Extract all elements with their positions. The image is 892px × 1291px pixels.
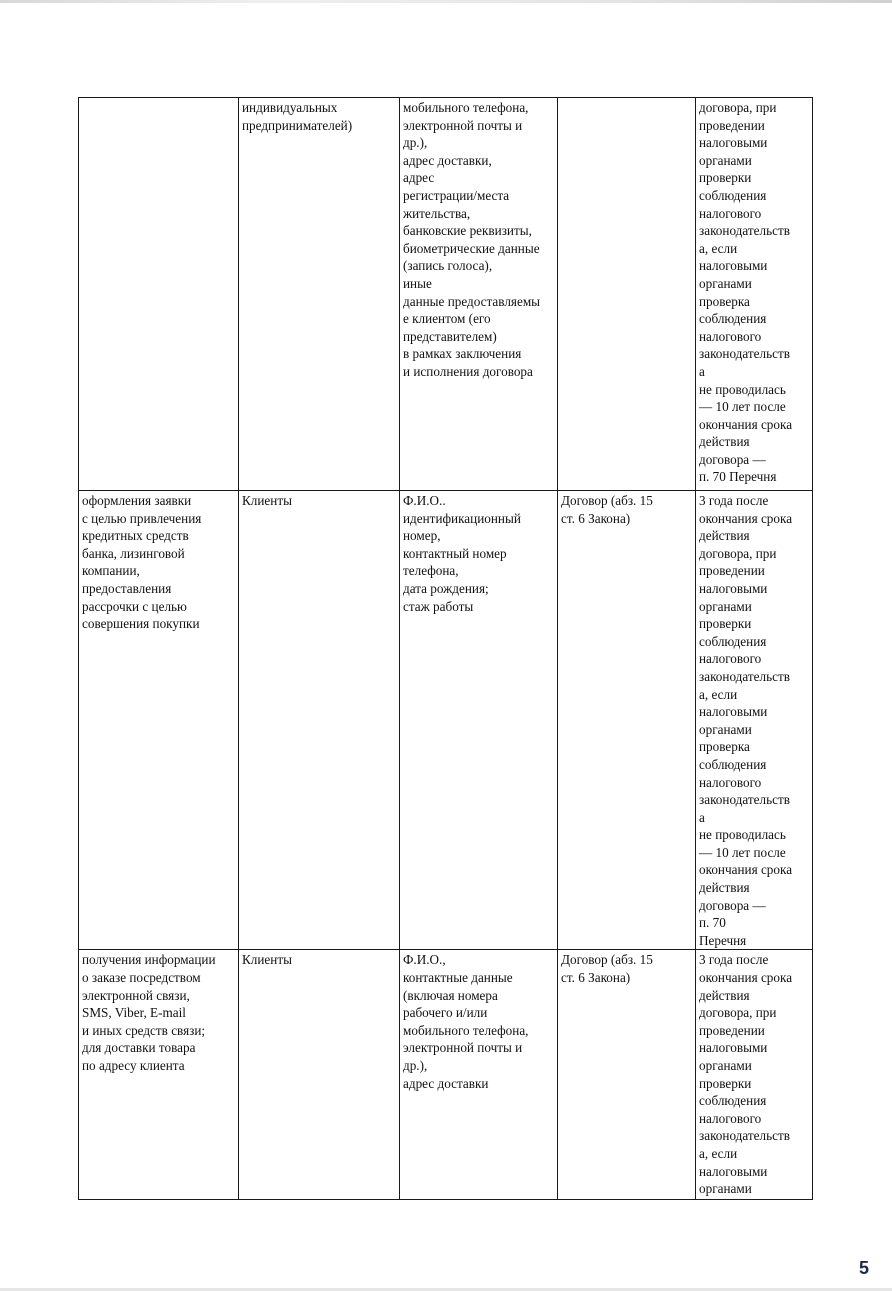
data-list-cell: Ф.И.О.. идентификационный номер, контактный номер телефона, дата рождения; стаж работы: [400, 491, 558, 950]
table-row: [79, 98, 813, 491]
purpose-cell: оформления заявки с целью привлечения кредитных средств банка, лизинговой компании, предоставления рассрочки с целью совершения покупки: [79, 491, 239, 950]
table-row: [79, 491, 813, 950]
table-row: [79, 950, 813, 1200]
page-number: 5: [859, 1258, 870, 1278]
subjects-cell: индивидуальных предпринимателей): [239, 98, 400, 491]
purpose-cell: получения информации о заказе посредством электронной связи, SMS, Viber, E-mail и иных средств связи; для доставки товара по адресу клиента: [79, 950, 239, 1200]
data-list-cell: мобильного телефона, электронной почты и др.), адрес доставки, адрес регистрации/места жительства, банковские реквизиты, биометрические данные (запись голоса), иные данные предоставляемы е клиентом (его представителем) в рамках заключения и исполнения договора: [400, 98, 558, 491]
retention-cell: 3 года после окончания срока действия договора, при проведении налоговыми органами проверки соблюдения налогового законодательств а, если налоговыми органами проверка соблюдения налогового законодательств а не проводилась — 10 лет после окончания срока действия договора — п. 70 Перечня: [696, 491, 813, 950]
subjects-cell: Клиенты: [239, 491, 400, 950]
retention-cell: 3 года после окончания срока действия договора, при проведении налоговыми органами проверки соблюдения налогового законодательств а, если налоговыми органами: [696, 950, 813, 1200]
legal-basis-cell: Договор (абз. 15 ст. 6 Закона): [558, 950, 696, 1200]
subjects-cell: Клиенты: [239, 950, 400, 1200]
legal-basis-cell: [558, 98, 696, 491]
processing-purposes-table: [78, 97, 813, 1200]
purpose-cell: [79, 98, 239, 491]
scan-edge-top: [0, 0, 892, 3]
legal-basis-cell: Договор (абз. 15 ст. 6 Закона): [558, 491, 696, 950]
retention-cell: договора, при проведении налоговыми органами проверки соблюдения налогового законодательств а, если налоговыми органами проверка соблюдения налогового законодательств а не проводилась — 10 лет после окончания срока действия договора — п. 70 Перечня: [696, 98, 813, 491]
data-list-cell: Ф.И.О., контактные данные (включая номера рабочего и/или мобильного телефона, электронной почты и др.), адрес доставки: [400, 950, 558, 1200]
